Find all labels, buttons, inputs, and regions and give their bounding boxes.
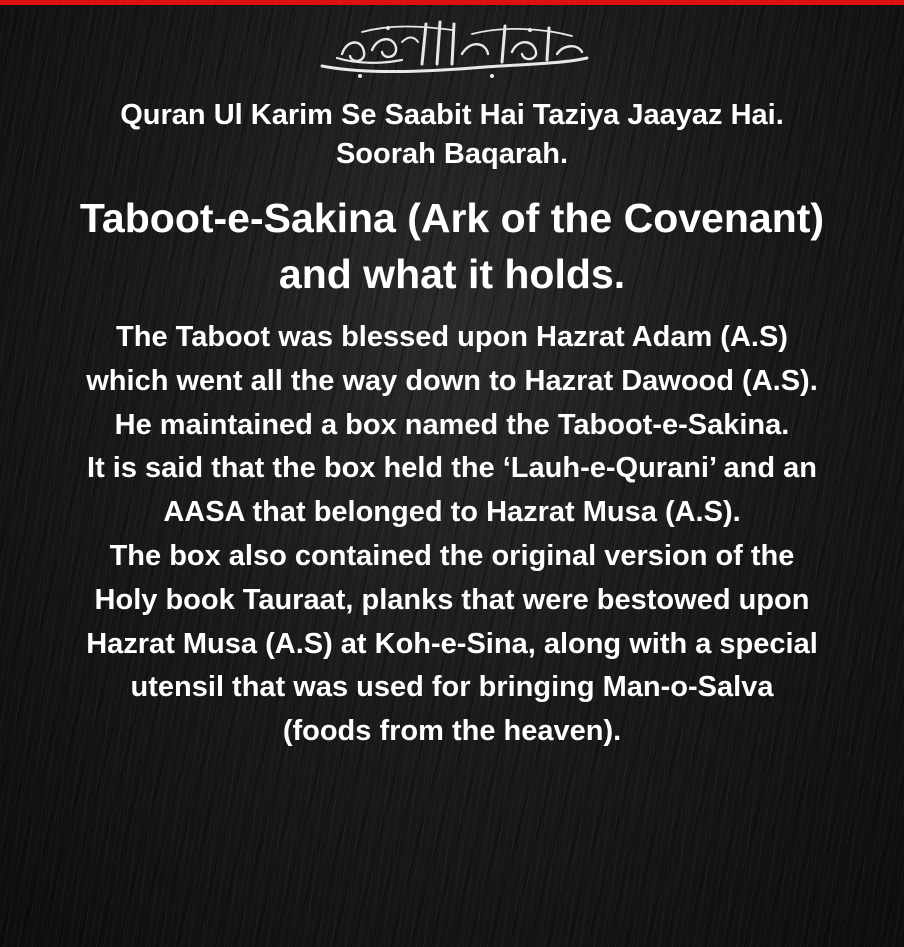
bismillah-calligraphy-icon <box>302 14 602 84</box>
body-line: Hazrat Musa (A.S) at Koh-e-Sina, along with a special <box>86 627 818 660</box>
subtitle <box>0 96 904 174</box>
top-accent-bar <box>0 0 904 5</box>
body-line: It is said that the box held the ‘Lauh-e-Qurani’ and an <box>87 452 817 485</box>
subtitle-line: Soorah Baqarah. <box>335 138 569 170</box>
subtitle-line: Quran Ul Karim Se Saabit Hai Taziya Jaayaz Hai. <box>120 99 784 131</box>
body-line: which went all the way down to Hazrat Dawood (A.S). <box>86 364 818 397</box>
heading-line: Taboot-e-Sakina (Ark of the Covenant) <box>79 195 825 241</box>
body-line: AASA that belonged to Hazrat Musa (A.S). <box>163 496 741 529</box>
body-line: (foods from the heaven). <box>282 715 622 748</box>
body-line: utensil that was used for bringing Man-o-Salva <box>130 671 774 704</box>
heading <box>0 190 904 302</box>
body-line: Holy book Tauraat, planks that were bestowed upon <box>94 583 810 616</box>
content <box>0 96 904 754</box>
body-line: He maintained a box named the Taboot-e-Sakina. <box>114 408 790 441</box>
heading-line: and what it holds. <box>278 251 626 297</box>
body-line: The Taboot was blessed upon Hazrat Adam (A.S) <box>116 321 788 353</box>
body-text <box>0 316 904 754</box>
body-line: The box also contained the original version of the <box>109 539 795 572</box>
